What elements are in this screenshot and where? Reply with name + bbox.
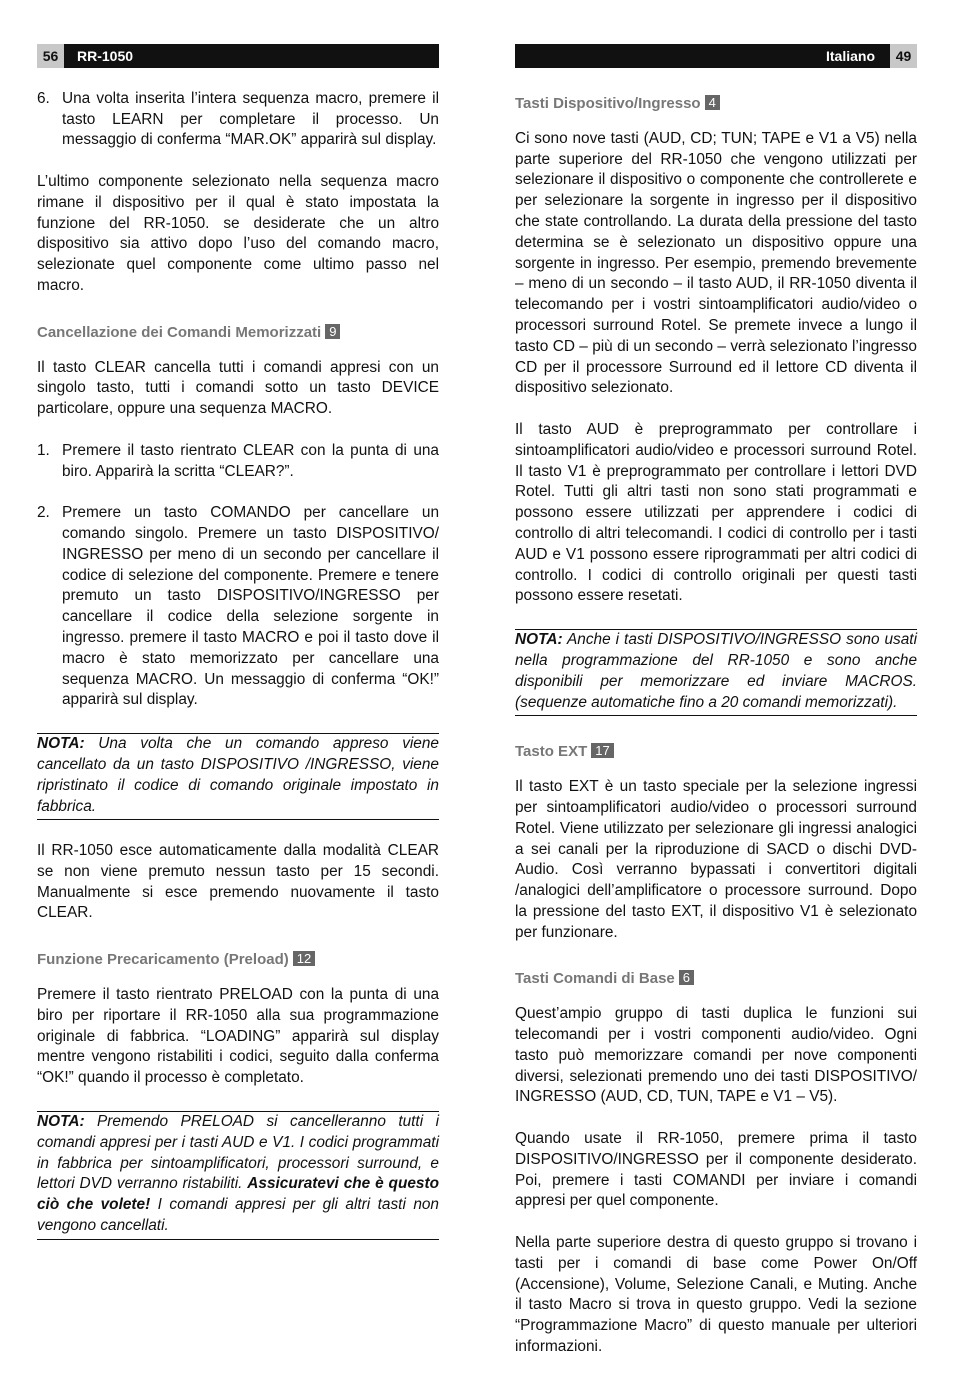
- item-number: 1.: [37, 441, 50, 459]
- section-heading-device: [515, 94, 917, 114]
- preload-paragraph: Premere il tasto rientrato PRELOAD con la punta di una biro per riportare il RR-1050 alla sua programmazione originale di fabbrica. “LOADING” apparirà sul display mentre vengono ristabiliti i codici, seguito dalla conferma “OK!” quando il processo è completato.: [37, 986, 439, 1087]
- list-item: [37, 441, 439, 483]
- device-paragraph-1: Ci sono nove tasti (AUD, CD; TUN; TAPE e V1 a V5) nella parte superiore del RR-1050 che vengono utilizzati per selezionare il dispositivo o componente che controllerete e per selezionare la sorgente in ingresso per il dispositivo che state controllando. La durata della pressione del tasto determina se è selezionato un dispositivo oppure una sorgente in ingresso. Per esempio, premendo brevemente – meno di un secondo – il tasto AUD, il RR-1050 diventa il telecomando per i vostri sintoamplificatori audio/video o processori surround Rotel. Se premete invece a lungo il tasto CD – più di un secondo – verrà selezionato l’ingresso CD per il processore Surround ed il lettore CD diventa il dispositivo selezionato.: [515, 129, 917, 397]
- note-text: Premendo PRELOAD si cancelleranno tutti i comandi appresi per i tasti AUD e V1. I codici programmati in fabbrica per sintoamplificatori, processori surround, e lettori DVD verranno ristabiliti.: [37, 1113, 439, 1193]
- macro-last-component-paragraph: L’ultimo componente selezionato nella sequenza macro rimane il dispositivo per il qual è stato impostata la funzione del RR-1050. se desiderate che un altro dispositivo sia attivo dopo l’uso del comando macro, selezionate quel componente come ultimo passo nel macro.: [37, 172, 439, 294]
- item-text: Una volta inserita l’intera sequenza macro, premere il tasto LEARN per completare il processo. Un messaggio di conferma “MAR.OK” apparirà sul display.: [62, 89, 439, 149]
- clear-intro-paragraph: Il tasto CLEAR cancella tutti i comandi appresi con un singolo tasto, tutti i comandi sotto un tasto DEVICE particolare, oppure una sequenza MACRO.: [37, 358, 439, 418]
- section-badge: 4: [705, 95, 720, 110]
- section-heading-text: Cancellazione dei Comandi Memorizzati: [37, 323, 322, 341]
- section-heading-text: Tasti Comandi di Base: [515, 970, 675, 988]
- item-number: 2.: [37, 504, 50, 522]
- section-heading-ext: [515, 742, 917, 762]
- note-emphasis: Assicuratevi che è questo ciò che volete!: [37, 1175, 439, 1214]
- section-badge: 17: [591, 743, 613, 758]
- section-heading-text: Tasti Dispositivo/Ingresso: [515, 95, 701, 112]
- list-item: [37, 503, 439, 711]
- left-page-header: [37, 44, 439, 68]
- base-paragraph-3: Nella parte superiore destra di questo gruppo si trovano i tasti per i comandi di base come Power On/Off (Accensione), Volume, Selezione Canali, e Muting. Anche il tasto Macro si trova in questo gruppo. Vedi la sezione “Programmazione Macro” di questo manuale per ulteriori informazioni.: [515, 1234, 917, 1356]
- left-content: [37, 89, 439, 1240]
- note-label: NOTA:: [37, 735, 85, 753]
- note-text-end: I comandi appresi per gli altri tasti non vengono cancellati.: [37, 1196, 439, 1235]
- section-badge: 6: [679, 970, 694, 985]
- note-box-preload: [37, 1111, 439, 1240]
- right-page-number: 49: [890, 44, 917, 68]
- note-box-device: [515, 629, 917, 716]
- left-header-title: RR-1050: [77, 48, 134, 64]
- list-item: [37, 89, 439, 151]
- note-text: Una volta che un comando appreso viene cancellato da un tasto DISPOSITIVO /INGRESSO, viene ripristinato il codice di comando originale impostato in fabbrica.: [37, 735, 439, 815]
- note-box-clear: [37, 733, 439, 820]
- section-heading-base-commands: [515, 969, 917, 989]
- item-number: 6.: [37, 89, 50, 107]
- base-paragraph-1: Quest’ampio gruppo di tasti duplica le funzioni sui telecomandi per i vostri componenti audio/video. Ogni tasto può memorizzare comandi per nove componenti diversi, selezionati premendo uno dei tasti DISPOSITIVO/ INGRESSO (AUD, CD, TUN, TAPE e V1 – V5).: [515, 1005, 917, 1106]
- section-heading-text: Tasto EXT: [515, 743, 588, 761]
- item-text: Premere un tasto COMANDO per cancellare un comando singolo. Premere un tasto DISPOSITIVO/ INGRESSO per meno di un secondo per cancellare il codice di selezione del componente. Premere e tenere premuto un tasto DISPOSITIVO/INGRESSO per cancellare il codice della selezione sorgente in ingresso. premere il tasto MACRO e poi il tasto dove il macro è stato memorizzato per cancellare una sequenza MACRO. Un messaggio di conferma “OK!” apparirà sul display.: [62, 504, 439, 709]
- base-paragraph-2: Quando usate il RR-1050, premere prima il tasto DISPOSITIVO/INGRESSO per il componente desiderato. Poi, premere i tasti COMANDI per inviare i comandi appresi per quel componente.: [515, 1130, 917, 1210]
- ext-paragraph: Il tasto EXT è un tasto speciale per la selezione ingressi per sintoamplificatori audio/video o processori surround Rotel. Viene utilizzato per selezionare gli ingressi analogici a sei canali per la riproduzione di SACD o dischi DVD-Audio. Così verranno bypassati i convertitori digitali /analogici dell’amplificatore o processore surround. Dopo la pressione del tasto EXT, il dispositivo V1 è selezionato per funzionare.: [515, 778, 917, 941]
- item-text: Premere il tasto rientrato CLEAR con la punta di una biro. Apparirà la scritta “CLEAR?”.: [62, 441, 439, 480]
- section-heading-preload: [37, 950, 439, 970]
- device-paragraph-2: Il tasto AUD è preprogrammato per controllare i sintoamplificatori audio/video e processori surround Rotel. Il tasto V1 è preprogrammato per controllare i lettori DVD Rotel. Tutti gli altri tasti non sono stati programmati e possono essere utilizzati per apprendere i codici di controllo di altri telecomandi. I codici di controllo per i tasti AUD e V1 possono essere riprogrammati per altri codici di controllo. I codici di controllo originali per questi tasti possono essere resetati.: [515, 420, 917, 605]
- note-label: NOTA:: [515, 631, 563, 649]
- section-badge: 9: [325, 324, 340, 339]
- right-page-header: [515, 44, 917, 68]
- section-heading-clear: [37, 323, 439, 343]
- right-header-title: Italiano: [825, 48, 875, 64]
- right-page-column: [515, 44, 917, 1358]
- note-label: NOTA:: [37, 1113, 85, 1131]
- section-badge: 12: [293, 951, 315, 966]
- section-heading-text: Funzione Precaricamento (Preload): [37, 951, 289, 969]
- note-text: Anche i tasti DISPOSITIVO/INGRESSO sono usati nella programmazione del RR-1050 e sono anche disponibili per memorizzare ed inviare MACROS. (sequenze automatiche fino a 20 comandi memorizzati).: [515, 631, 917, 711]
- left-page-number: 56: [37, 44, 64, 68]
- left-page-column: [37, 44, 439, 1240]
- right-content: [515, 94, 917, 1358]
- clear-timeout-paragraph: Il RR-1050 esce automaticamente dalla modalità CLEAR se non viene premuto nessun tasto per 15 secondi. Manualmente si esce premendo nuovamente il tasto CLEAR.: [37, 842, 439, 922]
